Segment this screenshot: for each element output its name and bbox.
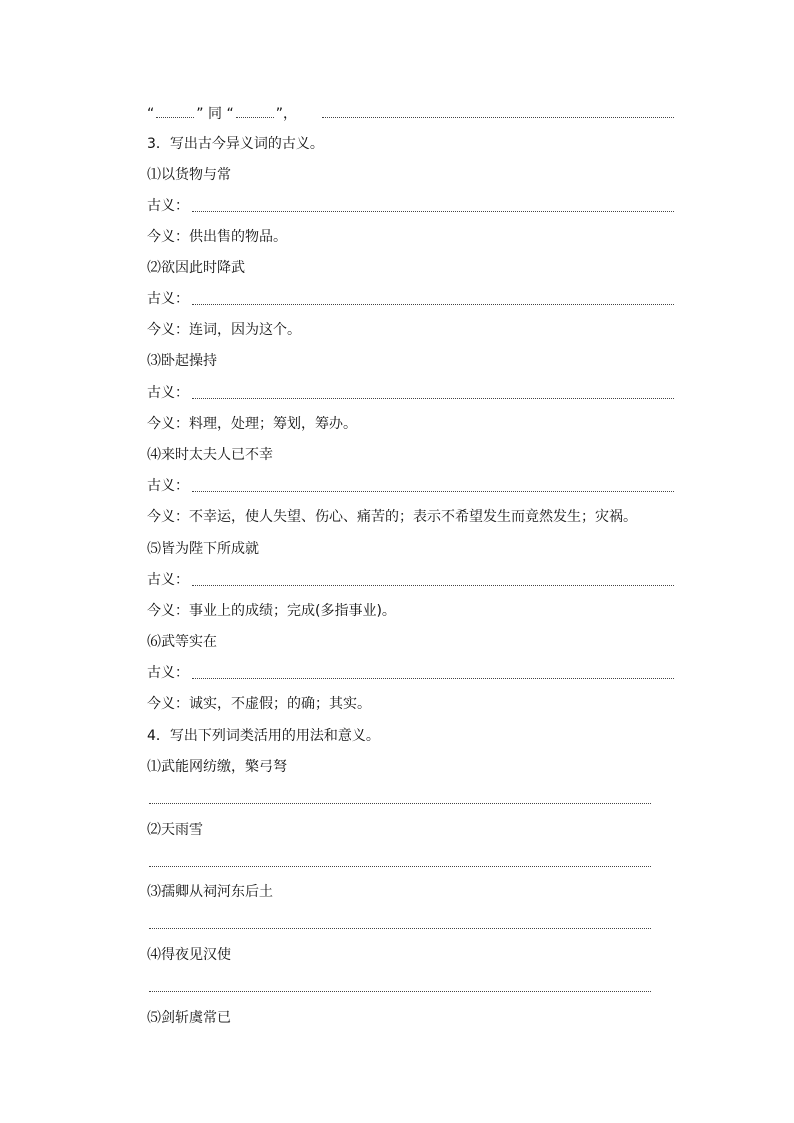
item-phrase: ⑷得夜见汉使	[147, 947, 231, 963]
open-quote-2: “	[226, 106, 234, 122]
blank-2[interactable]	[236, 105, 274, 118]
item-phrase: ⑵欲因此时降武	[147, 260, 245, 276]
gu-label: 古义：	[147, 291, 189, 307]
item-phrase: ⑴以货物与常	[147, 167, 231, 183]
answer-line[interactable]	[149, 866, 651, 867]
answer-line[interactable]	[192, 491, 674, 492]
answer-line[interactable]	[149, 928, 651, 929]
item-phrase: ⑶孺卿从祠河东后土	[147, 884, 273, 900]
answer-line[interactable]	[192, 211, 674, 212]
gu-label: 古义：	[147, 478, 189, 494]
item-phrase: ⑹武等实在	[147, 634, 217, 650]
answer-line[interactable]	[322, 117, 674, 118]
jin-meaning: 今义：料理，处理；筹划，筹办。	[147, 416, 357, 432]
jin-meaning: 今义：连词，因为这个。	[147, 322, 301, 338]
answer-line[interactable]	[192, 304, 674, 305]
gu-label: 古义：	[147, 665, 189, 681]
section4-heading: 4．写出下列词类活用的用法和意义。	[147, 728, 380, 744]
open-quote: “	[147, 106, 155, 122]
answer-line[interactable]	[192, 398, 674, 399]
item-phrase: ⑸皆为陛下所成就	[147, 541, 259, 557]
item-phrase: ⑷来时太夫人已不幸	[147, 447, 273, 463]
item-phrase: ⑶卧起操持	[147, 353, 217, 369]
gu-label: 古义：	[147, 572, 189, 588]
same-as-text: 同	[207, 106, 222, 122]
gu-label: 古义：	[147, 198, 189, 214]
section3-heading: 3．写出古今异义词的古义。	[147, 136, 324, 152]
trailing-text: ”，	[275, 106, 297, 122]
jin-meaning: 今义：不幸运，使人失望、伤心、痛苦的；表示不希望发生而竟然发生；灾祸。	[147, 509, 637, 525]
synonym-row	[147, 104, 297, 124]
item-phrase: ⑴武能网纺缴，檠弓弩	[147, 759, 287, 775]
gu-label: 古义：	[147, 385, 189, 401]
jin-meaning: 今义：诚实，不虚假；的确；其实。	[147, 696, 371, 712]
item-phrase: ⑵天雨雪	[147, 822, 203, 838]
close-quote: ”	[196, 106, 204, 122]
answer-line[interactable]	[192, 585, 674, 586]
answer-line[interactable]	[192, 678, 674, 679]
jin-meaning: 今义：事业上的成绩；完成(多指事业)。	[147, 603, 396, 619]
item-phrase: ⑸剑斩虞常已	[147, 1010, 231, 1026]
answer-line[interactable]	[149, 991, 651, 992]
jin-meaning: 今义：供出售的物品。	[147, 229, 287, 245]
blank-1[interactable]	[156, 105, 194, 118]
answer-line[interactable]	[149, 803, 651, 804]
